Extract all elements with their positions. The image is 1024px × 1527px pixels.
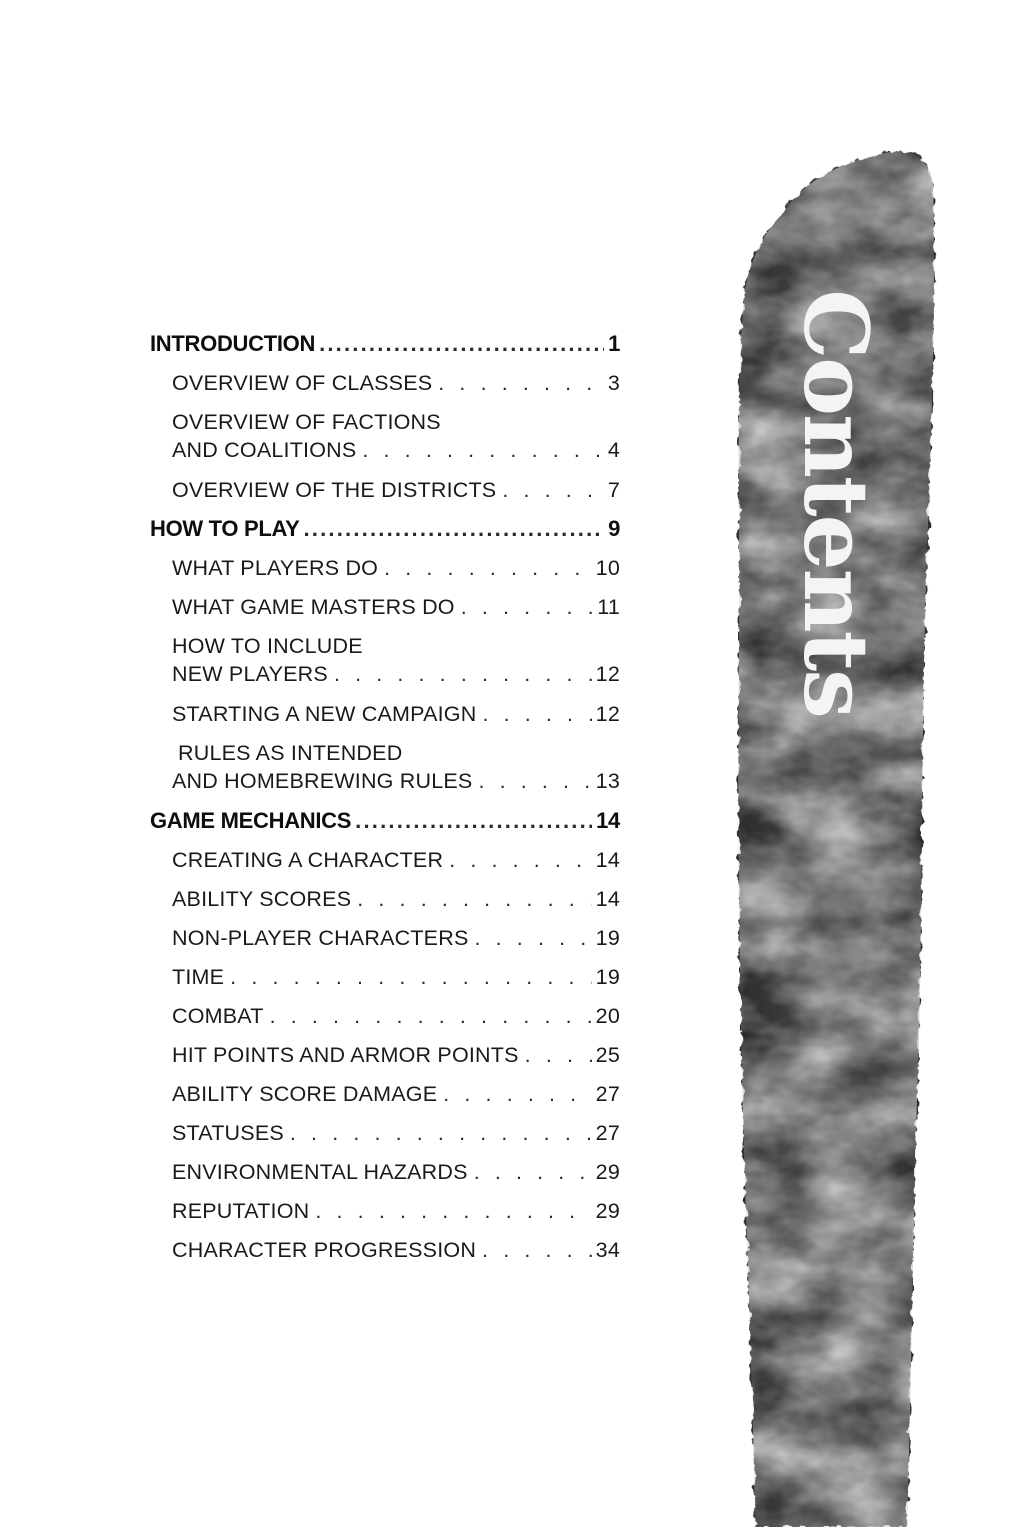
toc-entry-line	[150, 515, 620, 543]
toc-subsection-entry	[172, 408, 620, 464]
toc-subsection-entry	[172, 1080, 620, 1108]
toc-dot-leader	[362, 436, 603, 464]
toc-subsection-entry	[172, 963, 620, 991]
toc-page-number: 25	[595, 1043, 620, 1067]
toc-entry-title: GAME MECHANICS	[150, 808, 352, 833]
toc-entry-title: AND COALITIONS	[172, 438, 357, 462]
toc-subsection-entry	[172, 1158, 620, 1186]
toc-dot-leader	[474, 1158, 592, 1186]
toc-entry-title: NON-PLAYER CHARACTERS	[172, 926, 469, 950]
toc-entry-title: CHARACTER PROGRESSION	[172, 1238, 477, 1262]
toc-dot-leader	[384, 554, 592, 582]
toc-page-number: 34	[595, 1238, 620, 1262]
toc-subsection-entry	[172, 593, 620, 621]
toc-section-entry	[150, 515, 620, 543]
toc-dot-leader	[270, 1002, 592, 1030]
toc-page-number: 7	[607, 478, 620, 502]
toc-entry-line	[172, 660, 620, 688]
toc-page-number: 12	[595, 662, 620, 686]
toc-entry-title: REPUTATION	[172, 1199, 310, 1223]
toc-subsection-entry	[172, 1041, 620, 1069]
toc-subsection-entry	[172, 632, 620, 688]
toc-page-number: 1	[608, 331, 620, 356]
toc-entry-line	[172, 885, 620, 913]
toc-entry-line	[150, 330, 620, 358]
toc-entry-line	[172, 554, 620, 582]
toc-dot-leader	[304, 515, 605, 543]
toc-subsection-entry	[172, 369, 620, 397]
contents-heading	[784, 289, 888, 717]
toc-entry-title: OVERVIEW OF THE DISTRICTS	[172, 478, 497, 502]
toc-entry-title: STARTING A NEW CAMPAIGN	[172, 702, 477, 726]
toc-entry-title: NEW PLAYERS	[172, 662, 328, 686]
toc-dot-leader	[290, 1119, 592, 1147]
toc-page-number: 29	[595, 1199, 620, 1223]
toc-entry-title: HIT POINTS AND ARMOR POINTS	[172, 1043, 519, 1067]
toc-page-number: 27	[595, 1121, 620, 1145]
toc-entry-title: AND HOMEBREWING RULES	[172, 769, 473, 793]
toc-page-number: 19	[595, 965, 620, 989]
toc-entry-title: OVERVIEW OF CLASSES	[172, 371, 433, 395]
toc-page-number: 13	[595, 769, 620, 793]
toc-dot-leader	[357, 885, 591, 913]
toc-dot-leader	[482, 700, 591, 728]
toc-page-number: 4	[607, 438, 620, 462]
toc-dot-leader	[355, 807, 592, 835]
toc-subsection-entry	[172, 924, 620, 952]
toc-subsection-entry	[172, 846, 620, 874]
toc-page-number: 3	[607, 371, 620, 395]
toc-page-number: 14	[595, 848, 620, 872]
contents-heading-text: Contents	[784, 289, 888, 717]
toc-entry-line	[172, 369, 620, 397]
toc-entry-line	[172, 436, 620, 464]
toc-page-number: 14	[595, 887, 620, 911]
toc-entry-line	[172, 1002, 620, 1030]
toc-entry-title-line: HOW TO INCLUDE	[172, 634, 363, 658]
toc-entry-line	[172, 1041, 620, 1069]
toc-page-number: 20	[595, 1004, 620, 1028]
toc-entry-title-line: OVERVIEW OF FACTIONS	[172, 410, 441, 434]
toc-dot-leader	[475, 924, 592, 952]
toc-dot-leader	[319, 330, 604, 358]
toc-entry-title: CREATING A CHARACTER	[172, 848, 444, 872]
toc-subsection-entry	[172, 739, 620, 795]
toc-subsection-entry	[172, 1236, 620, 1264]
toc-dot-leader	[438, 369, 604, 397]
toc-subsection-entry	[172, 1197, 620, 1225]
toc-page-number: 12	[595, 702, 620, 726]
toc-entry-line	[172, 846, 620, 874]
toc-dot-leader	[461, 593, 594, 621]
toc-entry-title: HOW TO PLAY	[150, 516, 300, 541]
toc-entry-line	[172, 700, 620, 728]
toc-entry-title: TIME	[172, 965, 225, 989]
toc-dot-leader	[482, 1236, 592, 1264]
toc-entry-line	[172, 1197, 620, 1225]
toc-entry-title-line: RULES AS INTENDED	[178, 741, 403, 765]
toc-entry-title: ENVIRONMENTAL HAZARDS	[172, 1160, 468, 1184]
toc-subsection-entry	[172, 476, 620, 504]
toc-entry-line	[172, 1236, 620, 1264]
toc-dot-leader	[334, 660, 592, 688]
toc-page-number: 19	[595, 926, 620, 950]
toc-subsection-entry	[172, 1119, 620, 1147]
toc-entry-line	[150, 807, 620, 835]
toc-entry-line	[172, 593, 620, 621]
toc-entry-line	[172, 1080, 620, 1108]
toc-dot-leader	[230, 963, 592, 991]
toc-entry-title: ABILITY SCORE DAMAGE	[172, 1082, 438, 1106]
toc-entry-line	[172, 963, 620, 991]
toc-entry-title: COMBAT	[172, 1004, 264, 1028]
toc-entry-title: WHAT PLAYERS DO	[172, 556, 379, 580]
toc-page-number: 10	[595, 556, 620, 580]
toc-dot-leader	[449, 846, 591, 874]
toc-dot-leader	[502, 476, 603, 504]
toc-subsection-entry	[172, 1002, 620, 1030]
toc-dot-leader	[315, 1197, 591, 1225]
toc-entry-title: WHAT GAME MASTERS DO	[172, 595, 455, 619]
toc-entry-title: ABILITY SCORES	[172, 887, 352, 911]
toc-subsection-entry	[172, 700, 620, 728]
toc-dot-leader	[525, 1041, 592, 1069]
toc-entry-title: STATUSES	[172, 1121, 284, 1145]
toc-entry-line	[172, 1119, 620, 1147]
toc-entry-line	[172, 476, 620, 504]
toc-entry-line	[172, 767, 620, 795]
toc-subsection-entry	[172, 885, 620, 913]
toc-section-entry	[150, 807, 620, 835]
toc-page-number: 14	[596, 808, 620, 833]
toc-subsection-entry	[172, 554, 620, 582]
toc-page-number: 29	[595, 1160, 620, 1184]
toc-section-entry	[150, 330, 620, 358]
toc-page-number: 9	[608, 516, 620, 541]
toc-dot-leader	[478, 767, 591, 795]
toc-entry-line	[172, 1158, 620, 1186]
toc-entry-line	[172, 924, 620, 952]
toc-page-number: 27	[595, 1082, 620, 1106]
toc-page-number: 11	[597, 595, 620, 619]
toc-entry-title: INTRODUCTION	[150, 331, 316, 356]
toc-dot-leader	[443, 1080, 591, 1108]
